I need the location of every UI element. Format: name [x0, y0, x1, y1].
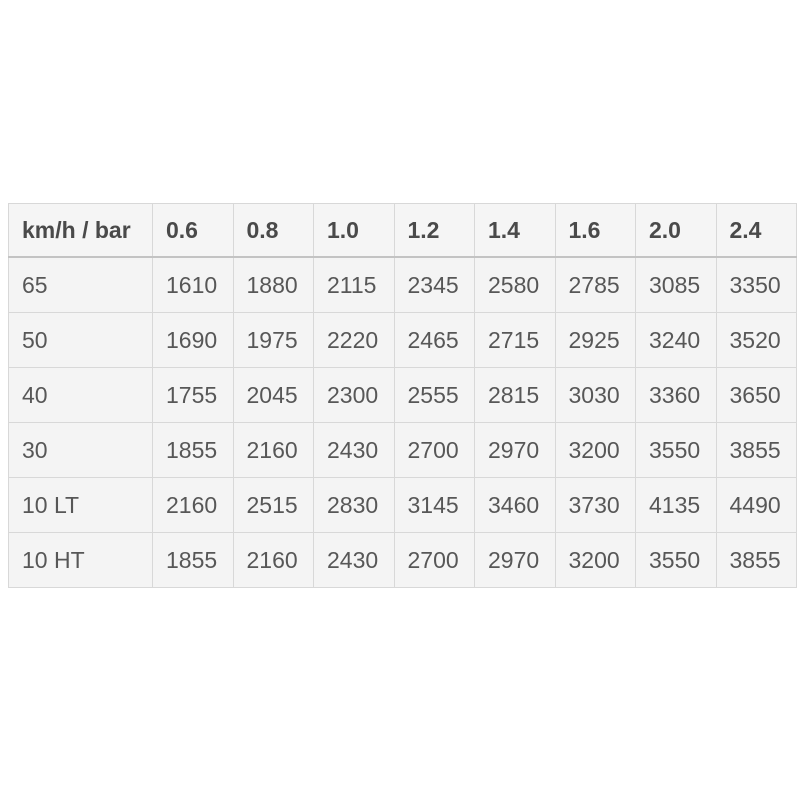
row-label-cell: 10 HT: [9, 533, 153, 588]
value-cell: 2430: [314, 533, 395, 588]
value-cell: 1880: [233, 257, 314, 313]
value-cell: 2580: [475, 257, 556, 313]
value-cell: 3650: [716, 368, 797, 423]
value-cell: 2970: [475, 533, 556, 588]
header-cell-row-label: km/h / bar: [9, 204, 153, 258]
value-cell: 2045: [233, 368, 314, 423]
value-cell: 2345: [394, 257, 475, 313]
speed-pressure-table: [8, 203, 797, 588]
value-cell: 3550: [636, 533, 717, 588]
table-row: [9, 478, 797, 533]
table-row: [9, 533, 797, 588]
row-label-cell: 10 LT: [9, 478, 153, 533]
value-cell: 2160: [233, 533, 314, 588]
row-label-cell: 65: [9, 257, 153, 313]
value-cell: 2465: [394, 313, 475, 368]
value-cell: 2830: [314, 478, 395, 533]
value-cell: 2700: [394, 533, 475, 588]
value-cell: 1855: [153, 533, 234, 588]
value-cell: 3350: [716, 257, 797, 313]
value-cell: 2555: [394, 368, 475, 423]
value-cell: 2715: [475, 313, 556, 368]
row-label-cell: 40: [9, 368, 153, 423]
value-cell: 2430: [314, 423, 395, 478]
header-cell-pressure: 2.0: [636, 204, 717, 258]
header-cell-pressure: 2.4: [716, 204, 797, 258]
value-cell: 3200: [555, 533, 636, 588]
value-cell: 2300: [314, 368, 395, 423]
header-cell-pressure: 1.0: [314, 204, 395, 258]
row-label-cell: 50: [9, 313, 153, 368]
header-cell-pressure: 0.6: [153, 204, 234, 258]
header-row: [9, 204, 797, 258]
value-cell: 3550: [636, 423, 717, 478]
value-cell: 4135: [636, 478, 717, 533]
header-cell-pressure: 1.4: [475, 204, 556, 258]
table-row: [9, 368, 797, 423]
value-cell: 3145: [394, 478, 475, 533]
value-cell: 2160: [233, 423, 314, 478]
header-cell-pressure: 1.2: [394, 204, 475, 258]
value-cell: 4490: [716, 478, 797, 533]
value-cell: 3855: [716, 533, 797, 588]
value-cell: 1975: [233, 313, 314, 368]
value-cell: 3460: [475, 478, 556, 533]
table-row: [9, 313, 797, 368]
value-cell: 2160: [153, 478, 234, 533]
value-cell: 2515: [233, 478, 314, 533]
value-cell: 1690: [153, 313, 234, 368]
value-cell: 1610: [153, 257, 234, 313]
value-cell: 2925: [555, 313, 636, 368]
value-cell: 3030: [555, 368, 636, 423]
value-cell: 2115: [314, 257, 395, 313]
value-cell: 1855: [153, 423, 234, 478]
table-row: [9, 423, 797, 478]
header-cell-pressure: 1.6: [555, 204, 636, 258]
value-cell: 3085: [636, 257, 717, 313]
value-cell: 3360: [636, 368, 717, 423]
value-cell: 1755: [153, 368, 234, 423]
speed-pressure-table-wrap: [8, 203, 800, 588]
header-cell-pressure: 0.8: [233, 204, 314, 258]
value-cell: 3200: [555, 423, 636, 478]
value-cell: 2220: [314, 313, 395, 368]
value-cell: 2815: [475, 368, 556, 423]
value-cell: 3730: [555, 478, 636, 533]
table-body: [9, 257, 797, 588]
value-cell: 2970: [475, 423, 556, 478]
row-label-cell: 30: [9, 423, 153, 478]
value-cell: 3855: [716, 423, 797, 478]
value-cell: 2700: [394, 423, 475, 478]
value-cell: 3240: [636, 313, 717, 368]
table-row: [9, 257, 797, 313]
value-cell: 2785: [555, 257, 636, 313]
value-cell: 3520: [716, 313, 797, 368]
